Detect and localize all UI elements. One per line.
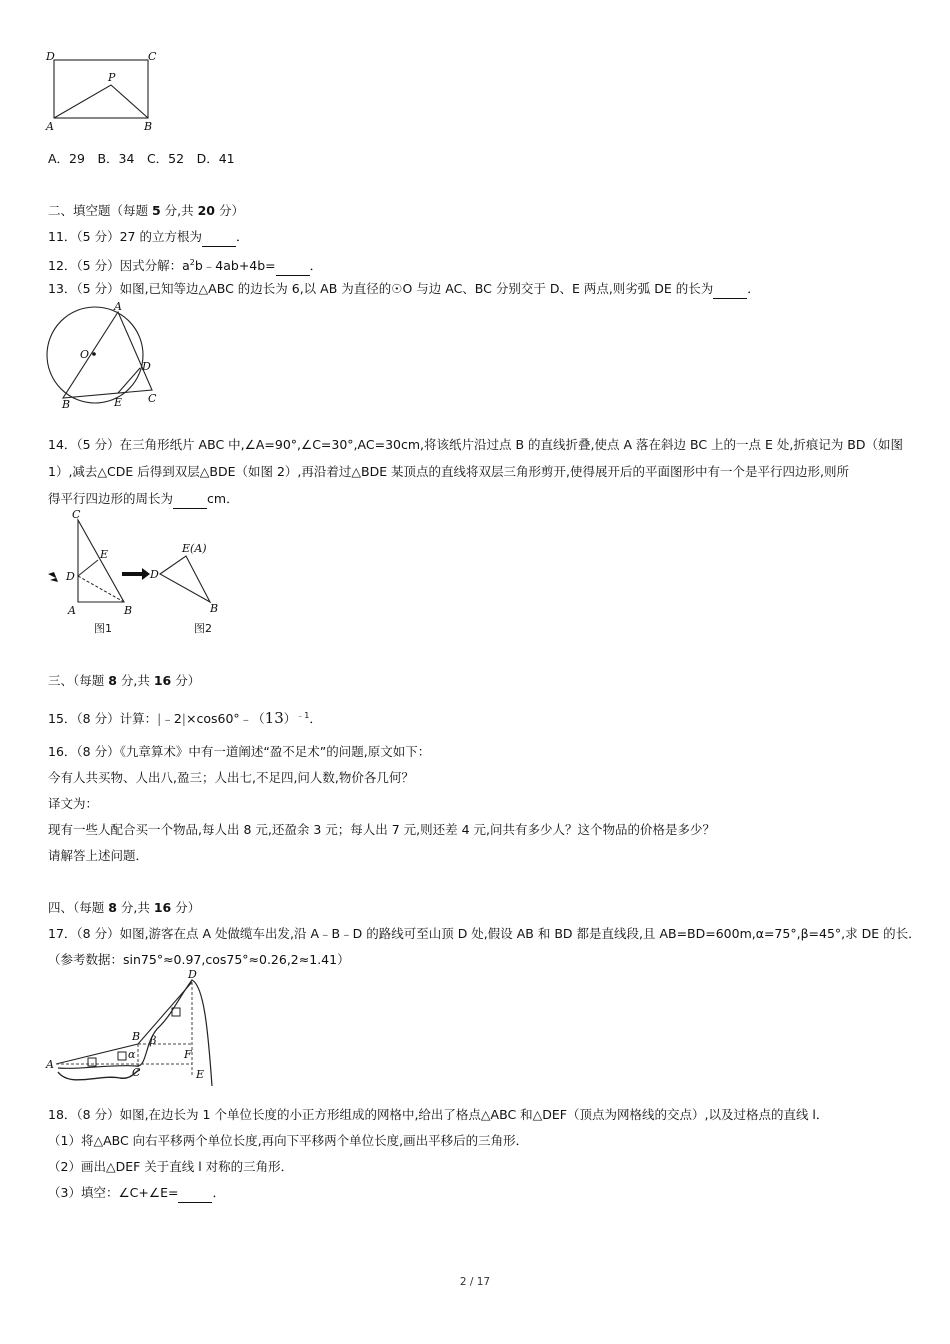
q16-line1: 16．（8 分）《九章算术》中有一道阐述“盈不足术”的问题,原文如下： <box>48 744 431 759</box>
label-C: C <box>72 508 81 521</box>
label-O: O <box>80 348 90 361</box>
q15: 15．（8 分）计算：$|﹣2|\times\cos 60^\circ﹣(13)^{﹣1}$． <box>48 709 322 728</box>
q11: 11．（5 分）27 的立方根为 ． <box>48 228 248 247</box>
label-B: B <box>124 604 133 617</box>
answer-blank[interactable] <box>202 228 236 247</box>
label-F: F <box>184 1048 192 1061</box>
q14-line1: 14．（5 分）在三角形纸片 ABC 中,∠A=90°,∠C=30°,AC=30cm,将该纸片沿过点 B 的直线折叠,使点 A 落在斜边 BC 上的一点 E 处,折痕记为 BD（如图 <box>48 437 904 452</box>
caption-fig1: 图1 <box>94 622 112 635</box>
q17-line2: （参考数据：sin75°≈0.97,cos75°≈0.26,2≈1.41） <box>48 952 350 967</box>
q12: 12．（5 分）因式分解：$a^2b﹣4ab+4b=$ ． <box>48 254 322 276</box>
q16-line4: 现有一些人配合买一个物品,每人出 8 元,还盈余 3 元；每人出 7 元,则还差 4 元,问共有多少人？这个物品的价格是多少？ <box>48 822 715 837</box>
figure-q17-mountain <box>40 970 230 1092</box>
label-B: B <box>62 398 71 411</box>
label-D: D <box>188 968 197 981</box>
caption-fig2: 图2 <box>194 622 212 635</box>
answer-blank[interactable] <box>173 490 207 509</box>
label-D2: D <box>150 568 159 581</box>
figure-q10-rectangle <box>40 48 170 134</box>
q13: 13．（5 分）如图,已知等边△ABC 的边长为 6,以 AB 为直径的☉O 与边 AC、BC 分别交于 D、E 两点,则劣弧 DE 的长为 ． <box>48 280 760 299</box>
ground-line <box>58 1070 140 1080</box>
q18-line1: 18．（8 分）如图,在边长为 1 个单位长度的小正方形组成的网格中,给出了格点△ABC 和△DEF（顶点为网格线的交点）,以及过格点的直线 l． <box>48 1107 829 1122</box>
scissors-icon <box>48 572 58 582</box>
q18-line3: （2）画出△DEF 关于直线 l 对称的三角形． <box>48 1159 294 1174</box>
answer-blank[interactable] <box>713 280 747 299</box>
cable-car-1 <box>88 1058 96 1066</box>
q14-line2: 1）,减去△CDE 后得到双层△BDE（如图 2）,再沿着过△BDE 某顶点的直线将双层三角形剪开,使得展开后的平面图形中有一个是平行四边形,则所 <box>48 464 850 479</box>
label-C: C <box>148 50 157 63</box>
label-E: E <box>100 548 109 561</box>
label-E: E <box>114 396 123 409</box>
q18-line4: （3）填空：∠C+∠E= ． <box>48 1184 225 1203</box>
label-C: C <box>148 392 157 405</box>
answer-blank[interactable] <box>276 257 310 276</box>
segments-apb <box>54 85 148 118</box>
cable-car-2 <box>118 1052 126 1060</box>
section4-heading: 四、（每题 8 分,共 16 分） <box>48 900 201 915</box>
label-B: B <box>144 120 153 133</box>
page-number: 2 / 17 <box>459 1276 491 1288</box>
label-A: A <box>68 604 76 617</box>
label-alpha: α <box>128 1048 136 1061</box>
label-P: P <box>108 71 116 84</box>
label-D: D <box>142 360 151 373</box>
label-B2: B <box>210 602 219 615</box>
triangle-abc-fig1 <box>78 520 124 602</box>
arrow-right-icon <box>122 568 150 580</box>
label-B: B <box>132 1030 141 1043</box>
label-A: A <box>114 300 122 313</box>
answer-blank[interactable] <box>178 1184 212 1203</box>
label-D: D <box>66 570 75 583</box>
q10-options: A．29 B．34 C．52 D．41 <box>48 151 235 166</box>
triangle-abc <box>63 312 152 398</box>
label-EA: E(A) <box>182 542 207 555</box>
section2-heading: 二、填空题（每题 5 分,共 20 分） <box>48 203 244 218</box>
section3-heading: 三、（每题 8 分,共 16 分） <box>48 673 201 688</box>
label-A: A <box>46 1058 54 1071</box>
label-D: D <box>46 50 55 63</box>
center-dot <box>92 352 96 356</box>
label-E: E <box>196 1068 205 1081</box>
label-C: C <box>132 1066 141 1079</box>
label-beta: β <box>150 1034 157 1047</box>
figure-q13-circle <box>40 300 170 415</box>
q18-line2: （1）将△ABC 向右平移两个单位长度,再向下平移两个单位长度,画出平移后的三角形． <box>48 1133 529 1148</box>
label-A: A <box>46 120 54 133</box>
q17-line1: 17．（8 分）如图,游客在点 A 处做缆车出发,沿 A﹣B﹣D 的路线可至山顶 D 处,假设 AB 和 BD 都是直线段,且 AB=BD=600m,α=75°,β=45°,求 DE 的长． <box>48 926 921 941</box>
q16-line5: 请解答上述问题． <box>48 848 149 863</box>
fold-be <box>78 560 98 576</box>
figure-q14 <box>40 508 240 640</box>
triangle-bde-fig2 <box>160 556 210 602</box>
q16-line2: 今有人共买物、人出八,盈三；人出七,不足四,问人数,物价各几何？ <box>48 770 414 785</box>
q14-line3: 得平行四边形的周长为 cm． <box>48 490 239 509</box>
q16-line3: 译文为： <box>48 796 99 811</box>
